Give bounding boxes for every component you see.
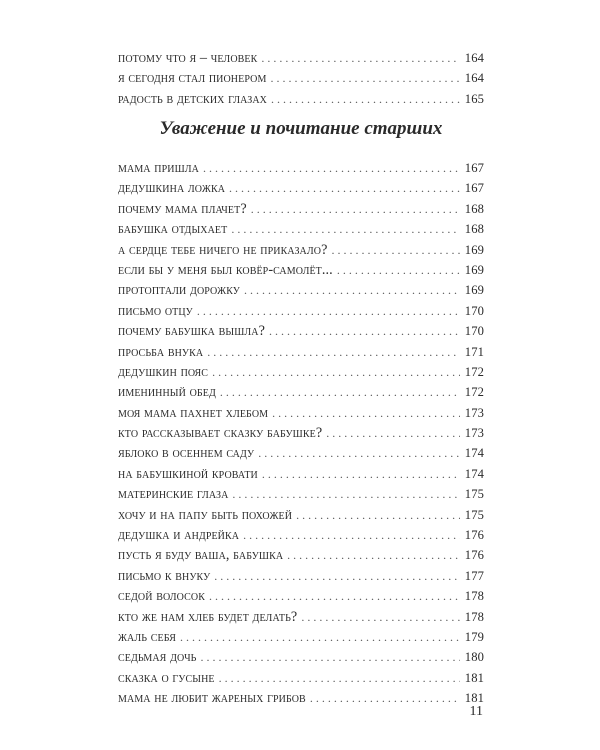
toc-entry-page: 168 <box>464 201 484 216</box>
toc-entry <box>118 464 484 484</box>
toc-entry-title: просьба внука <box>118 343 204 360</box>
dot-leader <box>269 321 460 341</box>
toc-entry-title: если бы у меня был ковёр-самолёт... <box>118 261 333 278</box>
section-heading: Уважение и почитание старших <box>159 118 443 139</box>
toc-entry-title: бабушка отдыхает <box>118 221 228 238</box>
toc-entry <box>118 566 484 586</box>
toc-entry-title: именинный обед <box>118 384 216 401</box>
toc-list-previous-section <box>118 48 484 109</box>
dot-leader <box>203 158 460 178</box>
toc-entry-title: на бабушкиной кровати <box>118 465 258 482</box>
toc-entry <box>118 199 484 219</box>
toc-entry-title: кто рассказывает сказку бабушке? <box>118 425 323 442</box>
toc-entry-page: 174 <box>464 466 484 481</box>
dot-leader <box>219 668 460 688</box>
toc-entry <box>118 627 484 647</box>
dot-leader <box>262 464 460 484</box>
toc-entry <box>118 484 484 504</box>
toc-entry-title: дедушкина ложка <box>118 180 226 197</box>
toc-entry-page: 175 <box>464 507 484 522</box>
toc-entry-page: 170 <box>464 303 484 318</box>
toc-entry-page: 169 <box>464 262 484 277</box>
toc-entry-page: 171 <box>464 344 484 359</box>
toc-entry <box>118 321 484 341</box>
toc-entry-page: 181 <box>464 670 484 685</box>
dot-leader <box>232 484 460 504</box>
dot-leader <box>229 178 460 198</box>
toc-entry-page: 169 <box>464 283 484 298</box>
dot-leader <box>331 240 460 260</box>
toc-entry-page: 165 <box>464 91 484 106</box>
dot-leader <box>197 301 460 321</box>
toc-list-section <box>118 158 484 709</box>
toc-entry-title: яблоко в осеннем саду <box>118 445 255 462</box>
dot-leader <box>287 545 460 565</box>
toc-entry <box>118 89 484 109</box>
toc-entry-title: почему мама плачет? <box>118 200 247 217</box>
toc-entry-title: седьмая дочь <box>118 649 197 666</box>
toc-entry-page: 167 <box>464 161 484 175</box>
dot-leader <box>180 627 460 647</box>
toc-entry <box>118 586 484 606</box>
toc-entry <box>118 280 484 300</box>
toc-entry-page: 178 <box>464 589 484 604</box>
toc-entry-page: 176 <box>464 528 484 543</box>
dot-leader <box>207 342 460 362</box>
toc-entry-title: сказка о гусыне <box>118 669 215 686</box>
dot-leader <box>271 89 460 109</box>
toc-entry <box>118 525 484 545</box>
toc-entry-title: мама не любит жареных грибов <box>118 690 306 707</box>
toc-entry <box>118 382 484 402</box>
toc-entry <box>118 158 484 178</box>
toc-entry-page: 172 <box>464 385 484 400</box>
dot-leader <box>310 688 460 708</box>
toc-entry-title: дедушка и андрейка <box>118 527 240 544</box>
toc-entry-page: 176 <box>464 548 484 563</box>
dot-leader <box>261 48 460 68</box>
toc-entry <box>118 240 484 260</box>
toc-entry-title: протоптали дорожку <box>118 282 240 299</box>
dot-leader <box>220 382 460 402</box>
toc-entry <box>118 443 484 463</box>
toc-entry-title: жаль себя <box>118 628 177 645</box>
toc-entry-title: хочу и на папу быть похожей <box>118 506 293 523</box>
dot-leader <box>301 607 460 627</box>
toc-entry <box>118 178 484 198</box>
dot-leader <box>296 505 460 525</box>
toc-entry <box>118 688 484 708</box>
toc-entry-title: мама пришла <box>118 160 199 176</box>
dot-leader <box>212 362 460 382</box>
toc-entry <box>118 48 484 68</box>
toc-entry <box>118 219 484 239</box>
toc-entry <box>118 647 484 667</box>
toc-entry-page: 172 <box>464 364 484 379</box>
toc-entry <box>118 260 484 280</box>
toc-entry-title: потому что я – человек <box>118 50 258 66</box>
toc-entry-page: 168 <box>464 222 484 237</box>
toc-entry-title: моя мама пахнет хлебом <box>118 404 269 421</box>
toc-entry-page: 167 <box>464 181 484 196</box>
toc-entry <box>118 68 484 88</box>
dot-leader <box>231 219 460 239</box>
dot-leader <box>326 423 460 443</box>
toc-entry <box>118 403 484 423</box>
page-number: 11 <box>469 704 483 719</box>
toc-entry-page: 173 <box>464 405 484 420</box>
toc-entry <box>118 668 484 688</box>
dot-leader <box>258 443 460 463</box>
toc-entry-title: я сегодня стал пионером <box>118 70 267 87</box>
toc-entry-page: 180 <box>464 650 484 665</box>
toc-entry-page: 179 <box>464 629 484 644</box>
toc-entry-title: почему бабушка вышла? <box>118 323 266 340</box>
toc-entry <box>118 342 484 362</box>
toc-entry-title: радость в детских глазах <box>118 90 267 107</box>
toc-entry-page: 181 <box>464 691 484 706</box>
toc-entry-title: письмо к внуку <box>118 567 211 584</box>
toc-entry-page: 169 <box>464 242 484 257</box>
dot-leader <box>214 566 460 586</box>
toc-entry <box>118 545 484 565</box>
dot-leader <box>243 525 460 545</box>
dot-leader <box>337 260 460 280</box>
toc-entry-page: 164 <box>464 51 484 65</box>
toc-entry-title: седой волосок <box>118 588 205 605</box>
toc-entry <box>118 607 484 627</box>
dot-leader <box>251 199 460 219</box>
toc-entry-page: 174 <box>464 446 484 461</box>
toc-entry-page: 175 <box>464 487 484 502</box>
toc-entry <box>118 423 484 443</box>
toc-entry <box>118 505 484 525</box>
toc-entry-page: 170 <box>464 324 484 339</box>
toc-entry-page: 173 <box>464 426 484 441</box>
toc-entry-title: дедушкин пояс <box>118 363 209 380</box>
toc-entry-title: пусть я буду ваша, бабушка <box>118 547 284 564</box>
dot-leader <box>272 403 460 423</box>
dot-leader <box>270 68 460 88</box>
toc-entry-title: письмо отцу <box>118 302 193 319</box>
toc-entry-title: материнские глаза <box>118 486 229 503</box>
dot-leader <box>244 280 460 300</box>
toc-entry-page: 177 <box>464 568 484 583</box>
toc-entry-page: 164 <box>464 71 484 86</box>
toc-entry-title: а сердце тебе ничего не приказало? <box>118 241 328 258</box>
toc-entry <box>118 362 484 382</box>
toc-entry <box>118 301 484 321</box>
toc-entry-page: 178 <box>464 609 484 624</box>
dot-leader <box>209 586 460 606</box>
dot-leader <box>201 647 460 667</box>
toc-entry-title: кто же нам хлеб будет делать? <box>118 608 298 625</box>
